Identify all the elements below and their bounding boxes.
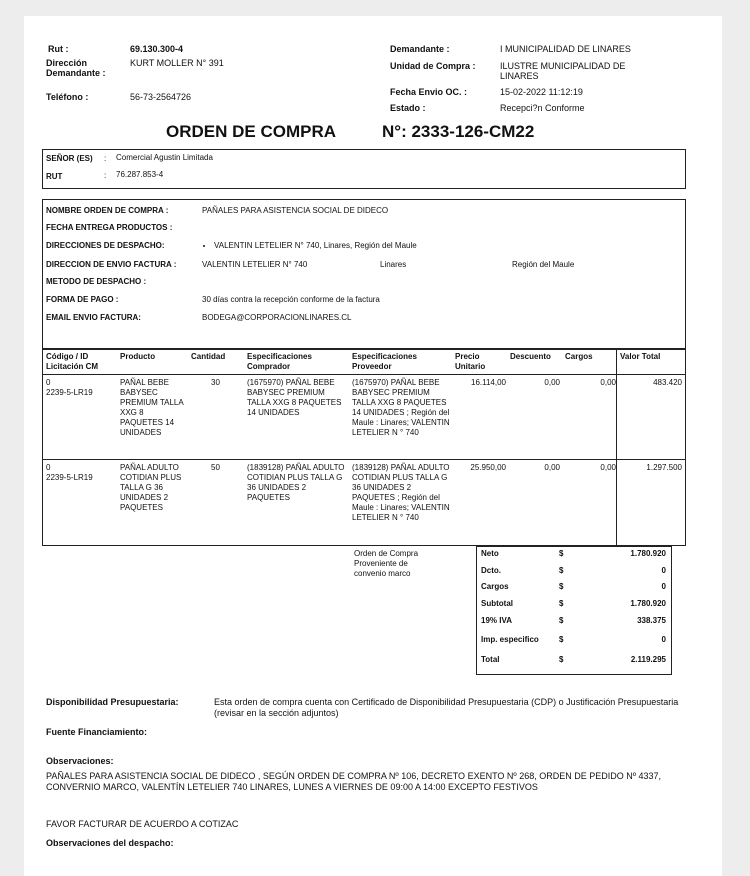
col-header-precio: Precio Unitario [455, 352, 486, 371]
row2-valor: 1.297.500 [646, 463, 682, 472]
row1-cantidad: 30 [211, 378, 220, 387]
envio-factura-label: DIRECCION DE ENVIO FACTURA : [46, 260, 177, 269]
orden-title: ORDEN DE COMPRA [166, 122, 337, 141]
row1-descuento: 0,00 [544, 378, 560, 387]
rut-label: Rut : [48, 44, 69, 54]
row1-valor: 483.420 [653, 378, 682, 387]
total-label: Subtotal [481, 599, 513, 608]
total-currency: $ [559, 655, 564, 664]
unidad-label: Unidad de Compra : [390, 61, 476, 71]
fecha-entrega-label: FECHA ENTREGA PRODUCTOS : [46, 223, 173, 232]
row1-producto: PAÑAL BEBE BABYSEC PREMIUM TALLA XXG 8 PAQUETES 14 UNIDADES [120, 378, 184, 437]
despacho-item: • VALENTIN LETELIER N° 740, Linares, Región del Maule [214, 241, 417, 250]
total-value: 2.119.295 [630, 655, 666, 664]
total-label: 19% IVA [481, 616, 512, 625]
col-header-cantidad: Cantidad [191, 352, 226, 361]
nombre-orden-label: NOMBRE ORDEN DE COMPRA : [46, 206, 169, 215]
forma-pago-label: FORMA DE PAGO : [46, 295, 119, 304]
row2-descuento: 0,00 [544, 463, 560, 472]
email-factura-label: EMAIL ENVIO FACTURA: [46, 313, 141, 322]
col-header-codigo: Código / ID Licitación CM [46, 352, 99, 371]
col-header-esp-comprador: Especificaciones Comprador [247, 352, 312, 371]
total-currency: $ [559, 616, 564, 625]
total-label: Cargos [481, 582, 509, 591]
total-label: Total [481, 655, 500, 664]
convenio-note: Orden de Compra Proveniente de convenio marco [354, 549, 419, 578]
row1-precio: 16.114,00 [471, 378, 506, 387]
direcciones-despacho-value [202, 241, 417, 250]
direcciones-despacho-label: DIRECCIONES DE DESPACHO: [46, 241, 165, 250]
total-value: 338.375 [637, 616, 666, 625]
row2-precio: 25.950,00 [470, 463, 506, 472]
disponibilidad-value: Esta orden de compra cuenta con Certificado de Disponibilidad Presupuestaria (CDP) o Justificación Presupuestaria (revisar en la sección adjuntos) [214, 697, 679, 718]
total-label: Neto [481, 549, 499, 558]
senor-label: SEÑOR (ES) [46, 154, 93, 163]
row1-cargos: 0,00 [600, 378, 616, 387]
senor-value: Comercial Agustin Limitada [116, 153, 213, 162]
total-value: 0 [661, 582, 666, 591]
detalle-box [42, 199, 686, 349]
total-value: 1.780.920 [630, 549, 666, 558]
telefono-label: Teléfono : [46, 92, 89, 102]
direccion-value: KURT MOLLER N° 391 [130, 58, 224, 68]
metodo-despacho-label: METODO DE DESPACHO : [46, 277, 147, 286]
total-currency: $ [559, 566, 564, 575]
row2-codigo: 0 2239-5-LR19 [46, 463, 93, 482]
observaciones-label: Observaciones: [46, 756, 114, 766]
demandante-label: Demandante : [390, 44, 450, 54]
row2-esp-proveedor: (1839128) PAÑAL ADULTO COTIDIAN PLUS TALLA G 36 UNIDADES 2 PAQUETES ; Región del Maule : Linares; VALENTIN LETELIER N ° 740 [352, 463, 450, 522]
estado-value: Recepci?n Conforme [500, 103, 585, 113]
fecha-envio-label: Fecha Envio OC. : [390, 87, 468, 97]
envio-factura-ciudad: Linares [380, 260, 407, 269]
col-header-cargos: Cargos [565, 352, 593, 361]
row1-esp-proveedor: (1675970) PAÑAL BEBE BABYSEC PREMIUM TALLA XXG 8 PAQUETES 14 UNIDADES ; Región del Maule : Linares; VALENTIN LETELIER N ° 740 [352, 378, 450, 437]
total-value: 0 [661, 566, 666, 575]
unidad-value: ILUSTRE MUNICIPALIDAD DE LINARES [500, 61, 626, 81]
row2-esp-comprador: (1839128) PAÑAL ADULTO COTIDIAN PLUS TALLA G 36 UNIDADES 2 PAQUETES [247, 463, 345, 502]
row2-cargos: 0,00 [600, 463, 616, 472]
envio-factura-value: VALENTIN LETELIER N° 740 [202, 260, 308, 269]
row2-producto: PAÑAL ADULTO COTIDIAN PLUS TALLA G 36 UNIDADES 2 PAQUETES [120, 463, 182, 512]
envio-factura-region: Región del Maule [512, 260, 575, 269]
observaciones-despacho-label: Observaciones del despacho: [46, 838, 174, 848]
telefono-value: 56-73-2564726 [130, 92, 192, 102]
estado-label: Estado : [390, 103, 426, 113]
email-factura-value: BODEGA@CORPORACIONLINARES.CL [202, 313, 352, 322]
col-header-producto: Producto [120, 352, 156, 361]
rut-value: 69.130.300-4 [130, 44, 184, 54]
orden-numero: N°: 2333-126-CM22 [382, 122, 535, 141]
total-label: Imp. especifico [481, 635, 539, 644]
observaciones-value: PAÑALES PARA ASISTENCIA SOCIAL DE DIDECO , SEGÚN ORDEN DE COMPRA Nº 106, DECRETO EXENTO Nº 268, ORDEN DE PEDIDO Nº 4337, CONVERNIO MARCO, VALENTÍN LETELIER 740 LINARES, LUNES A VIERNES DE 09:00 A 14:00 EXCEPTO FESTIVOS [46, 771, 662, 792]
nombre-orden-value: PAÑALES PARA ASISTENCIA SOCIAL DE DIDECO [202, 206, 389, 215]
total-currency: $ [559, 582, 564, 591]
col-header-valor: Valor Total [620, 352, 661, 361]
proveedor-rut-value: 76.287.853-4 [116, 170, 164, 179]
total-currency: $ [559, 599, 564, 608]
row2-cantidad: 50 [211, 463, 220, 472]
total-value: 1.780.920 [630, 599, 666, 608]
row1-codigo: 0 2239-5-LR19 [46, 378, 93, 397]
document-page: Rut : 69.130.300-4 Dirección Demandante : KURT MOLLER N° 391 Teléfono : 56-73-2564726 Demandante : I MUNICIPALIDAD DE LINARES Unidad de Compra : ILUSTRE MUNICIPALIDAD DE LINARES Fecha Envio OC. : 15-02-2022 11:12:19 Estado : Recepci?n Conforme ORDEN DE COMPRA N°: 2333-126-CM22 SEÑOR (ES) : Comercial Agustin Limitada RUT : 76.287.853-4 NOMBRE ORDEN DE COMPRA : PAÑALES PARA ASISTENCIA SOCIAL DE DIDECO FECHA ENTREGA PRODUCTOS : DIRECCIONES DE DESPACHO: • VALENTIN LETELIER N° 740, Linares, Región del Maule DIRECCION DE ENVIO FACTURA : VALENTIN LETELIER N° 740 Linares Región del Maule METODO DE DESPACHO : FORMA DE PAGO : 30 días contra la recepción conforme de la factura EMAIL ENVIO FACTURA: BODEGA@CORPORACIONLINARES.CL Código / ID Licitación CM Producto Cantidad Especificaciones Comprador Especificaciones Proveedor Precio Unitario Descuento Cargos Valor Total 0 2239-5-LR19 PAÑAL BEBE BABYSEC PREMIUM TALLA XXG 8 PAQUETES 14 UNIDADES 30 (1675970) PAÑAL BEBE BABYSEC PREMIUM TALLA XXG 8 PAQUETES 14 UNIDADES (1675970) PAÑAL BEBE BABYSEC PREMIUM TALLA XXG 8 PAQUETES 14 UNIDADES ; Región del Maule : Linares; VALENTIN LETELIER N ° 740 16.114,00 0,00 0,00 483.420 0 2239-5-LR19 PAÑAL ADULTO COTIDIAN PLUS TALLA G 36 UNIDADES 2 PAQUETES 50 (1839128) PAÑAL ADULTO COTIDIAN PLUS TALLA G 36 UNIDADES 2 PAQUETES (1839128) PAÑAL ADULTO COTIDIAN PLUS TALLA G 36 UNIDADES 2 PAQUETES ; Región del Maule : Linares; VALENTIN LETELIER N ° 740 25.950,00 0,00 0,00 1.297.500 Orden de Compra Proveniente de convenio marco Disponibilidad Presupuestaria: Esta orden de compra cuenta con Certificado de Disponibilidad Presupuestaria (CDP) o Justificación Presupuestaria (revisar en la sección adjuntos) Fuente Financiamiento: Observaciones: PAÑALES PARA ASISTENCIA SOCIAL DE DIDECO , SEGÚN ORDEN DE COMPRA Nº 106, DECRETO EXENTO Nº 268, ORDEN DE PEDIDO Nº 4337, CONVERNIO MARCO, VALENTÍN LETELIER 740 LINARES, LUNES A VIERNES DE 09:00 A 14:00 EXCEPTO FESTIVOS FAVOR FACTURAR DE ACUERDO A COTIZAC Observaciones del despacho: Neto $ 1.780.920 Dcto. $ 0 Cargos $ 0 Subtotal $ 1.780.920 19% IVA $ 338.375 Imp. especifico $ 0 Total $ 2.119.295 [24, 16, 722, 876]
total-value: 0 [661, 635, 666, 644]
fuente-financiamiento-label: Fuente Financiamiento: [46, 727, 148, 737]
col-header-descuento: Descuento [510, 352, 551, 361]
total-currency: $ [559, 635, 564, 644]
demandante-value: I MUNICIPALIDAD DE LINARES [500, 44, 631, 54]
row1-esp-comprador: (1675970) PAÑAL BEBE BABYSEC PREMIUM TALLA XXG 8 PAQUETES 14 UNIDADES [247, 378, 342, 417]
favor-facturar: FAVOR FACTURAR DE ACUERDO A COTIZAC [46, 819, 239, 829]
fecha-envio-value: 15-02-2022 11:12:19 [500, 87, 583, 97]
forma-pago-value: 30 días contra la recepción conforme de la factura [202, 295, 380, 304]
proveedor-rut-label: RUT [46, 172, 63, 181]
total-label: Dcto. [481, 566, 501, 575]
disponibilidad-label: Disponibilidad Presupuestaria: [46, 697, 179, 707]
col-header-esp-proveedor: Especificaciones Proveedor [352, 352, 417, 371]
total-currency: $ [559, 549, 564, 558]
direccion-label: Dirección Demandante : [46, 58, 106, 78]
